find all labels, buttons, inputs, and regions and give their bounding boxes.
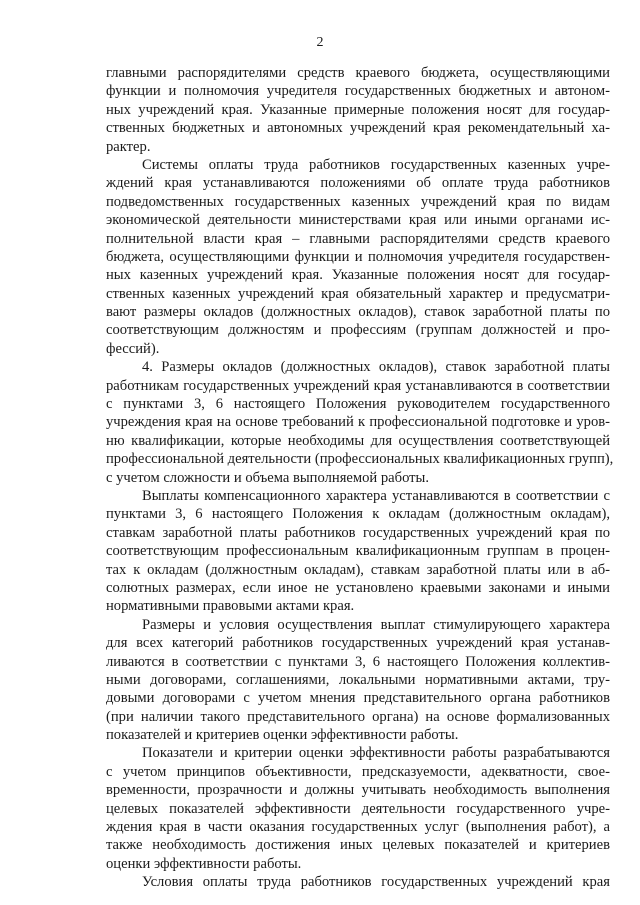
text-line: 4. Размеры окладов (должностных окладов), ставок заработной платы	[142, 359, 610, 376]
text-line: функции и полномочия учредителя государственных бюджетных и автоном-	[106, 83, 610, 100]
text-line: временности, прозрачности и должны учитывать необходимость выполнения	[106, 782, 610, 799]
text-line: работникам государственных учреждений края устанавливаются в соответствии	[106, 377, 610, 394]
text-line: также необходимость достижения иных целевых показателей и критериев	[106, 837, 610, 854]
text-line: солютных размерах, если иное не установлено краевыми законами и иными	[106, 579, 610, 596]
text-line: показателей и критериев оценки эффективности работы.	[106, 727, 459, 744]
text-line: полнительной власти края – главными распорядителями средств краевого	[106, 230, 610, 247]
text-line: вают размеры окладов (должностных окладов), ставок заработной платы по	[106, 304, 610, 321]
text-line: рактер.	[106, 138, 151, 155]
text-line: Показатели и критерии оценки эффективности работы разрабатываются	[142, 745, 610, 762]
text-line: экономической деятельности министерствами края или иными органами ис-	[106, 212, 610, 229]
text-line: бюджета, осуществляющими функции и полномочия учредителя государствен-	[106, 248, 610, 265]
document-body	[106, 64, 614, 892]
text-line: Выплаты компенсационного характера устанавливаются в соответствии с	[142, 487, 610, 504]
text-line: фессий).	[106, 340, 160, 357]
text-line: тах к окладам (должностным окладам), ставкам заработной платы или в аб-	[106, 561, 610, 578]
text-line: подведомственных государственных казенных учреждений края по видам	[106, 193, 610, 210]
text-line: оценки эффективности работы.	[106, 855, 302, 872]
text-line: ню квалификации, которые необходимы для осуществления соответствующей	[106, 432, 610, 449]
paragraph	[106, 64, 610, 156]
text-line: ных казенных учреждений края. Указанные положения носят для государ-	[106, 267, 610, 284]
text-line: с пунктами 3, 6 настоящего Положения руководителем государственного	[106, 396, 610, 413]
text-line: Условия оплаты труда работников государственных учреждений края	[142, 874, 610, 891]
paragraph	[106, 487, 610, 616]
text-line: Размеры и условия осуществления выплат стимулирующего характера	[142, 616, 610, 633]
text-line: ных учреждений края. Указанные примерные положения носят для государ-	[106, 101, 610, 118]
text-line: для всех категорий работников государственных учреждений края устанав-	[106, 635, 610, 652]
paragraph	[106, 156, 610, 358]
text-line: (при наличии такого представительного органа) на основе формализованных	[106, 708, 610, 725]
text-line: главными распорядителями средств краевого бюджета, осуществляющими	[106, 65, 610, 81]
paragraph	[106, 873, 610, 891]
text-line: с учетом сложности и объема выполняемой работы.	[106, 469, 430, 486]
text-line: нормативными правовыми актами края.	[106, 598, 355, 615]
text-line: довыми договорами с учетом мнения представительного органа работников	[106, 690, 610, 707]
text-line: профессиональной деятельности (профессиональных квалификационных групп),	[106, 451, 614, 468]
paragraph	[106, 358, 614, 487]
text-line: пунктами 3, 6 настоящего Положения к окладам (должностным окладам),	[106, 506, 610, 523]
text-line: соответствующим должностям и профессиям (группам должностей и про-	[106, 322, 610, 339]
page-number: 2	[316, 35, 324, 50]
text-line: ливаются в соответствии с пунктами 3, 6 настоящего Положения коллектив-	[106, 653, 610, 670]
text-line: ственных казенных учреждений края обязательный характер и предусматри-	[106, 285, 610, 302]
text-line: Системы оплаты труда работников государственных казенных учре-	[142, 156, 610, 173]
text-line: целевых показателей эффективности деятельности государственного учре-	[106, 800, 610, 817]
text-line: соответствующим профессиональным квалификационным группам в процен-	[106, 543, 610, 560]
text-line: ждения края в части оказания государственных услуг (выполнения работ), а	[106, 819, 610, 836]
text-line: ными договорами, соглашениями, локальными нормативными актами, тру-	[106, 671, 610, 688]
text-line: с учетом принципов объективности, предсказуемости, адекватности, свое-	[106, 763, 610, 780]
text-line: учреждения края на основе требований к профессиональной подготовке и уров-	[106, 414, 610, 431]
paragraph	[106, 744, 610, 873]
text-line: ставкам заработной платы работников государственных учреждений края по	[106, 524, 610, 541]
paragraph	[106, 616, 610, 745]
text-line: ственных бюджетных и автономных учреждений края рекомендательный ха-	[106, 120, 610, 137]
text-line: ждений края устанавливаются положениями об оплате труда работников	[106, 175, 610, 192]
